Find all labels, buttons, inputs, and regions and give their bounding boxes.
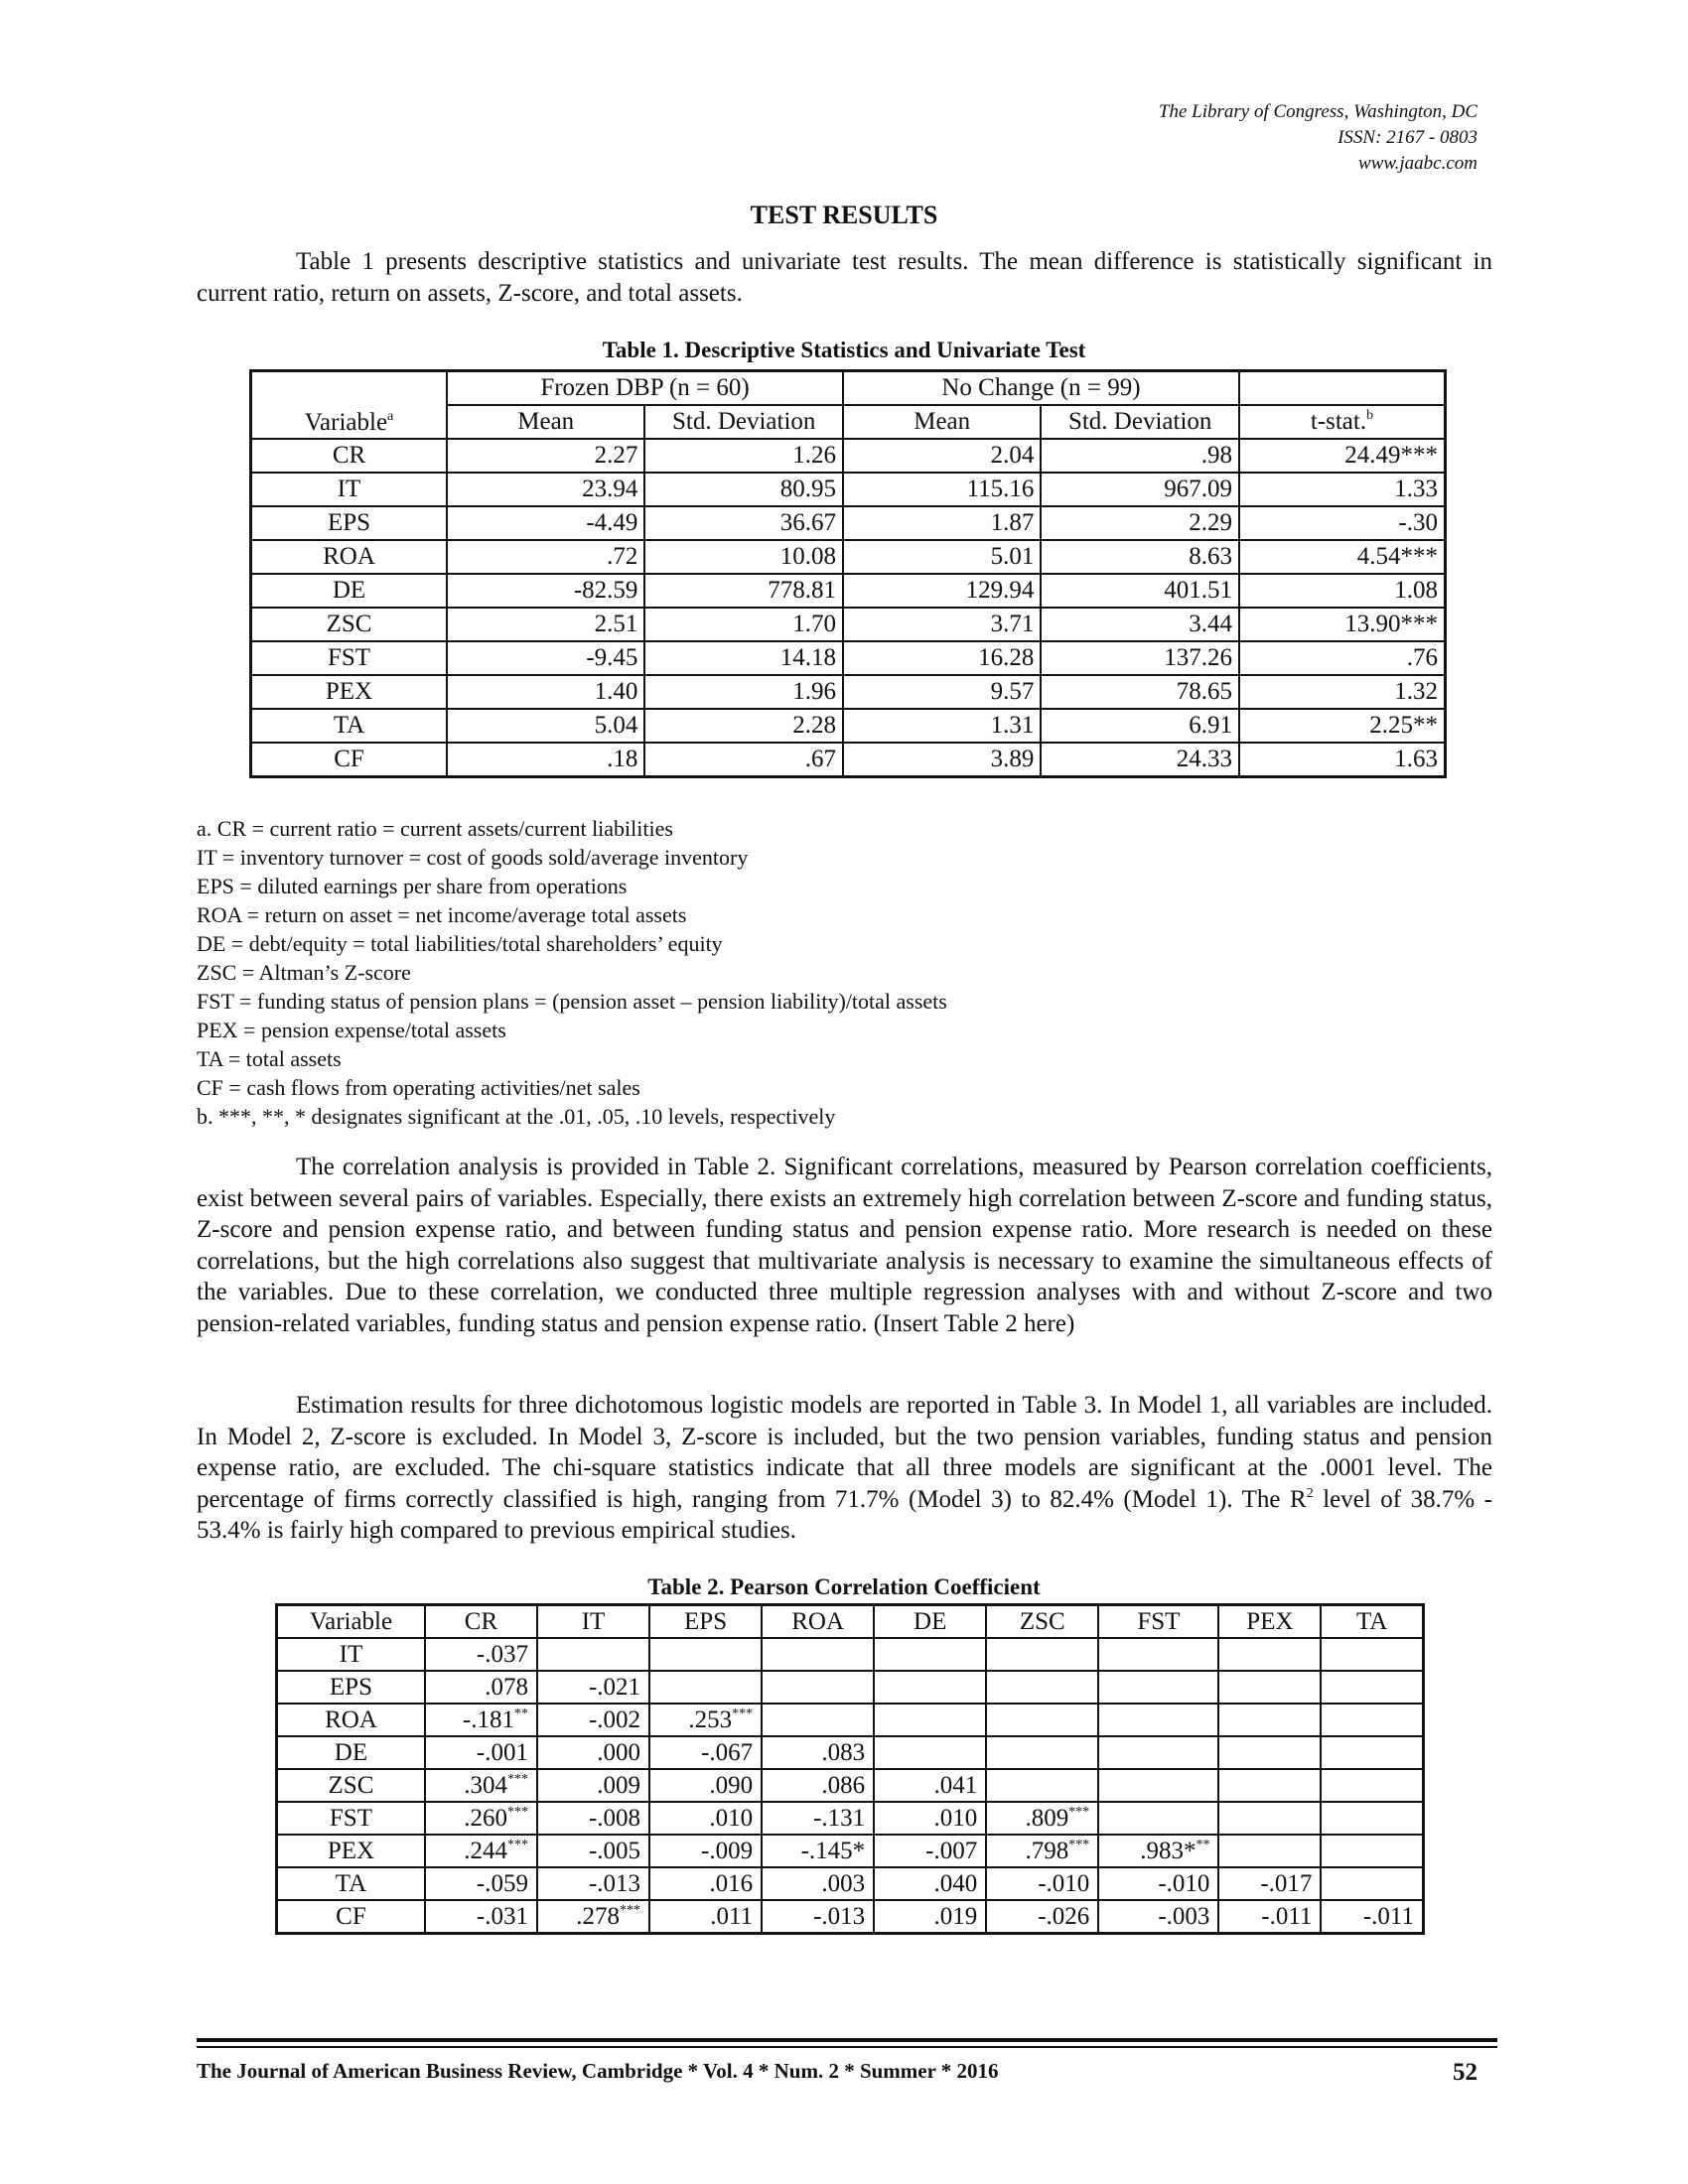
table1-variable-cell: CR: [251, 439, 448, 473]
table2-value-cell: -.001: [425, 1736, 537, 1769]
page-number: 52: [1453, 2059, 1477, 2086]
paragraph-1: Table 1 presents descriptive statistics and univariate test results. The mean difference is statistically significant in current ratio, return on assets, Z-score, and total assets.: [197, 248, 1492, 307]
table1-value-cell: .76: [1239, 641, 1446, 675]
table2-value-cell: -.008: [537, 1802, 649, 1835]
table2-value-cell: .983***: [1098, 1835, 1218, 1867]
table2-header-cell: Variable: [277, 1605, 425, 1639]
table2-row: [277, 1835, 1424, 1867]
table1-variable-cell: TA: [251, 709, 448, 743]
table2-variable-cell: IT: [277, 1638, 425, 1671]
table1-value-cell: 3.71: [843, 608, 1041, 641]
note-line: FST = funding status of pension plans = (pension asset – pension liability)/total assets: [197, 989, 947, 1014]
table2-value-cell: [1321, 1638, 1423, 1671]
table1-value-cell: 10.08: [644, 540, 843, 574]
table2-value-cell: [1218, 1704, 1321, 1736]
table1-row: [251, 743, 1446, 777]
table2-value-cell: -.009: [649, 1835, 762, 1867]
table2-value-cell: [1321, 1802, 1423, 1835]
table1-value-cell: 1.26: [644, 439, 843, 473]
table2-value-cell: [1321, 1671, 1423, 1704]
note-line: ROA = return on asset = net income/average total assets: [197, 902, 687, 927]
table2-value-cell: .244***: [425, 1835, 537, 1867]
table2-variable-cell: PEX: [277, 1835, 425, 1867]
table2-variable-cell: ZSC: [277, 1769, 425, 1802]
table2-row: [277, 1736, 1424, 1769]
header-line-3: www.jaabc.com: [1358, 153, 1477, 174]
table1-row: [251, 540, 1446, 574]
table1-value-cell: 2.25**: [1239, 709, 1446, 743]
footer-rule: [197, 2038, 1497, 2042]
table2-value-cell: .019: [874, 1900, 986, 1934]
footer: [197, 2059, 1477, 2087]
table2-value-cell: -.059: [425, 1867, 537, 1900]
table2-value-cell: -.131: [762, 1802, 874, 1835]
table2-value-cell: .000: [537, 1736, 649, 1769]
table1-row: [251, 675, 1446, 709]
table2-variable-cell: EPS: [277, 1671, 425, 1704]
table1-value-cell: -.30: [1239, 506, 1446, 540]
table2-value-cell: .016: [649, 1867, 762, 1900]
table2-value-cell: -.145*: [762, 1835, 874, 1867]
table1-value-cell: 401.51: [1041, 574, 1239, 608]
note-line: CF = cash flows from operating activities/net sales: [197, 1075, 640, 1100]
table1-row: [251, 439, 1446, 473]
table1-value-cell: 8.63: [1041, 540, 1239, 574]
table1-value-cell: 5.04: [447, 709, 644, 743]
table2-variable-cell: ROA: [277, 1704, 425, 1736]
table1-value-cell: 23.94: [447, 473, 644, 506]
table2: [275, 1603, 1425, 1935]
table2-value-cell: [986, 1671, 1098, 1704]
table1-caption: Table 1. Descriptive Statistics and Univariate Test: [602, 338, 1086, 362]
table1-value-cell: 3.44: [1041, 608, 1239, 641]
table2-value-cell: [762, 1704, 874, 1736]
table2-value-cell: .040: [874, 1867, 986, 1900]
table2-value-cell: [1218, 1638, 1321, 1671]
table2-value-cell: -.017: [1218, 1867, 1321, 1900]
table2-value-cell: .010: [649, 1802, 762, 1835]
table2-value-cell: .260***: [425, 1802, 537, 1835]
table1-value-cell: 9.57: [843, 675, 1041, 709]
table2-value-cell: [649, 1638, 762, 1671]
table1-value-cell: -9.45: [447, 641, 644, 675]
table1-value-cell: 5.01: [843, 540, 1041, 574]
table2-value-cell: .010: [874, 1802, 986, 1835]
table1-row: [251, 574, 1446, 608]
table1-value-cell: -82.59: [447, 574, 644, 608]
section-title: TEST RESULTS: [750, 201, 938, 229]
table2-row: [277, 1900, 1424, 1934]
table1-value-cell: 1.63: [1239, 743, 1446, 777]
table1-value-cell: 13.90***: [1239, 608, 1446, 641]
paragraph-3: Estimation results for three dichotomous logistic models are reported in Table 3. In Model 1, all variables are included. In Model 2, Z-score is excluded. In Model 3, Z-score is included, but the two pension variables, funding status and pension expense ratio, are excluded. The chi-square statistics indicate that all three models are significant at the .0001 level. The percentage of firms correctly classified is high, ranging from 71.7% (Model 3) to 82.4% (Model 1). The $R^2$ level of 38.7% - 53.4% is fairly high compared to previous empirical studies.: [197, 1392, 1493, 1544]
table2-row: [277, 1704, 1424, 1736]
table1-col-sd-1: Std. Deviation: [644, 405, 843, 439]
table1-variable-cell: ZSC: [251, 608, 448, 641]
table2-header-cell: PEX: [1218, 1605, 1321, 1639]
table2-variable-cell: CF: [277, 1900, 425, 1934]
table1-body: [251, 439, 1446, 777]
table1-value-cell: 2.04: [843, 439, 1041, 473]
table1-variable-header: Variable$^a$: [251, 371, 448, 440]
table2-header-cell: EPS: [649, 1605, 762, 1639]
table1-notes: [197, 814, 947, 1131]
table2-value-cell: -.003: [1098, 1900, 1218, 1934]
table1-variable-cell: FST: [251, 641, 448, 675]
note-line: IT = inventory turnover = cost of goods sold/average inventory: [197, 845, 749, 870]
table2-value-cell: [1218, 1835, 1321, 1867]
table2-value-cell: -.181**: [425, 1704, 537, 1736]
table1-variable-cell: PEX: [251, 675, 448, 709]
table2-value-cell: .304***: [425, 1769, 537, 1802]
table1-col-sd-2: Std. Deviation: [1041, 405, 1239, 439]
table2-variable-cell: TA: [277, 1867, 425, 1900]
table2-value-cell: .278***: [537, 1900, 649, 1934]
table2-row: [277, 1638, 1424, 1671]
table2-value-cell: -.010: [1098, 1867, 1218, 1900]
table1-value-cell: .18: [447, 743, 644, 777]
note-line: b. ***, **, * designates significant at the .01, .05, .10 levels, respectively: [197, 1104, 836, 1129]
paragraph-2: The correlation analysis is provided in Table 2. Significant correlations, measured by Pearson correlation coefficients, exist between several pairs of variables. Especially, there exists an extremely high correlation between Z-score and funding status, Z-score and pension expense ratio, and between funding status and pension expense ratio. More research is needed on these correlations, but the high correlations also suggest that multivariate analysis is necessary to examine the simultaneous effects of the variables. Due to these correlation, we conducted three multiple regression analyses with and without Z-score and two pension-related variables, funding status and pension expense ratio. (Insert Table 2 here): [197, 1154, 1492, 1337]
table2-value-cell: .011: [649, 1900, 762, 1934]
table2-value-cell: .041: [874, 1769, 986, 1802]
table1-row: [251, 709, 1446, 743]
table2-value-cell: [874, 1736, 986, 1769]
table2-value-cell: [1218, 1769, 1321, 1802]
table2-value-cell: [1098, 1671, 1218, 1704]
table1-value-cell: 14.18: [644, 641, 843, 675]
footer-rule: [197, 2046, 1497, 2048]
table2-row: [277, 1802, 1424, 1835]
table2-value-cell: [874, 1638, 986, 1671]
table1-group1-header: Frozen DBP (n = 60): [447, 371, 843, 406]
table2-value-cell: -.005: [537, 1835, 649, 1867]
table2-header-cell: DE: [874, 1605, 986, 1639]
table1-value-cell: 115.16: [843, 473, 1041, 506]
table2-value-cell: .798***: [986, 1835, 1098, 1867]
table2-value-cell: -.011: [1218, 1900, 1321, 1934]
note-line: DE = debt/equity = total liabilities/total shareholders’ equity: [197, 931, 723, 956]
table1-row: [251, 473, 1446, 506]
table2-header-cell: ZSC: [986, 1605, 1098, 1639]
note-line: ZSC = Altman’s Z-score: [197, 960, 411, 985]
table2-value-cell: [986, 1704, 1098, 1736]
table2-header-cell: IT: [537, 1605, 649, 1639]
note-line: EPS = diluted earnings per share from operations: [197, 874, 628, 898]
table2-row: [277, 1671, 1424, 1704]
table2-value-cell: [1098, 1802, 1218, 1835]
table2-value-cell: -.002: [537, 1704, 649, 1736]
table2-value-cell: -.011: [1321, 1900, 1423, 1934]
table2-value-cell: .086: [762, 1769, 874, 1802]
table2-value-cell: [1321, 1769, 1423, 1802]
table1-value-cell: 36.67: [644, 506, 843, 540]
table1-row: [251, 506, 1446, 540]
table1-empty-header: [1239, 371, 1446, 406]
footer-journal: The Journal of American Business Review, Cambridge * Vol. 4 * Num. 2 * Summer * 2016: [197, 2059, 999, 2083]
table2-value-cell: -.031: [425, 1900, 537, 1934]
table2-value-cell: .090: [649, 1769, 762, 1802]
table1-variable-cell: DE: [251, 574, 448, 608]
table2-value-cell: -.007: [874, 1835, 986, 1867]
table1-col-mean-1: Mean: [447, 405, 644, 439]
table1-value-cell: 78.65: [1041, 675, 1239, 709]
table2-value-cell: .078: [425, 1671, 537, 1704]
table1-value-cell: -4.49: [447, 506, 644, 540]
table2-value-cell: [986, 1638, 1098, 1671]
table1-value-cell: 16.28: [843, 641, 1041, 675]
table2-value-cell: .083: [762, 1736, 874, 1769]
table1-value-cell: 967.09: [1041, 473, 1239, 506]
table2-value-cell: -.013: [537, 1867, 649, 1900]
table2-value-cell: [537, 1638, 649, 1671]
table2-header-cell: TA: [1321, 1605, 1423, 1639]
table1-variable-cell: CF: [251, 743, 448, 777]
table1-value-cell: 1.31: [843, 709, 1041, 743]
table1-value-cell: 2.28: [644, 709, 843, 743]
table1-value-cell: 1.87: [843, 506, 1041, 540]
table1-value-cell: 778.81: [644, 574, 843, 608]
table2-value-cell: [874, 1671, 986, 1704]
table2-value-cell: [986, 1736, 1098, 1769]
note-line: TA = total assets: [197, 1046, 342, 1071]
table2-value-cell: .253***: [649, 1704, 762, 1736]
table1-value-cell: 24.49***: [1239, 439, 1446, 473]
table2-value-cell: .809***: [986, 1802, 1098, 1835]
table1-variable-cell: IT: [251, 473, 448, 506]
table1-value-cell: 2.51: [447, 608, 644, 641]
table2-value-cell: [1098, 1638, 1218, 1671]
table2-value-cell: -.021: [537, 1671, 649, 1704]
table1-variable-cell: EPS: [251, 506, 448, 540]
table2-header-cell: ROA: [762, 1605, 874, 1639]
table2-value-cell: -.026: [986, 1900, 1098, 1934]
table1-row: [251, 608, 1446, 641]
table1-row: [251, 641, 1446, 675]
table1-value-cell: 129.94: [843, 574, 1041, 608]
table2-row: [277, 1867, 1424, 1900]
table1-value-cell: .98: [1041, 439, 1239, 473]
table2-value-cell: .009: [537, 1769, 649, 1802]
table2-value-cell: [986, 1769, 1098, 1802]
table1-variable-cell: ROA: [251, 540, 448, 574]
table1-group2-header: No Change (n = 99): [843, 371, 1239, 406]
table1-col-tstat: t-stat.$^b$: [1239, 405, 1446, 439]
table2-body: [277, 1638, 1424, 1934]
table2-value-cell: [1218, 1671, 1321, 1704]
table1-value-cell: 137.26: [1041, 641, 1239, 675]
header-line-1: The Library of Congress, Washington, DC: [1158, 101, 1477, 122]
table2-variable-cell: FST: [277, 1802, 425, 1835]
table2-value-cell: -.037: [425, 1638, 537, 1671]
table2-value-cell: [1321, 1736, 1423, 1769]
table1-value-cell: 2.29: [1041, 506, 1239, 540]
table1-value-cell: 4.54***: [1239, 540, 1446, 574]
table2-value-cell: [1098, 1704, 1218, 1736]
table2-value-cell: [649, 1671, 762, 1704]
table1-value-cell: 1.40: [447, 675, 644, 709]
table2-value-cell: [1218, 1736, 1321, 1769]
table2-header-row: [277, 1605, 1424, 1639]
table2-value-cell: [762, 1671, 874, 1704]
table2-value-cell: [1321, 1704, 1423, 1736]
table1: [249, 369, 1447, 778]
table1-value-cell: 1.08: [1239, 574, 1446, 608]
table2-value-cell: .003: [762, 1867, 874, 1900]
table2-value-cell: [874, 1704, 986, 1736]
table1-value-cell: .67: [644, 743, 843, 777]
table2-header-cell: FST: [1098, 1605, 1218, 1639]
table1-col-mean-2: Mean: [843, 405, 1041, 439]
table2-value-cell: -.013: [762, 1900, 874, 1934]
table2-variable-cell: DE: [277, 1736, 425, 1769]
table1-value-cell: 1.32: [1239, 675, 1446, 709]
table1-value-cell: 1.96: [644, 675, 843, 709]
table2-value-cell: [1218, 1802, 1321, 1835]
table2-value-cell: [1098, 1769, 1218, 1802]
table2-value-cell: [762, 1638, 874, 1671]
table1-value-cell: 1.70: [644, 608, 843, 641]
table2-value-cell: -.067: [649, 1736, 762, 1769]
table1-value-cell: 2.27: [447, 439, 644, 473]
table1-value-cell: 80.95: [644, 473, 843, 506]
table2-value-cell: [1098, 1736, 1218, 1769]
table1-value-cell: 24.33: [1041, 743, 1239, 777]
running-header: [1159, 99, 1477, 177]
table1-value-cell: 1.33: [1239, 473, 1446, 506]
table2-value-cell: [1321, 1835, 1423, 1867]
table1-value-cell: 6.91: [1041, 709, 1239, 743]
table2-value-cell: -.010: [986, 1867, 1098, 1900]
table1-value-cell: .72: [447, 540, 644, 574]
table2-header-cell: CR: [425, 1605, 537, 1639]
note-line: a. CR = current ratio = current assets/current liabilities: [197, 816, 673, 841]
table1-value-cell: 3.89: [843, 743, 1041, 777]
header-line-2: ISSN: 2167 - 0803: [1337, 127, 1477, 148]
table2-caption: Table 2. Pearson Correlation Coefficient: [647, 1574, 1041, 1599]
note-line: PEX = pension expense/total assets: [197, 1018, 506, 1042]
table2-value-cell: [1321, 1867, 1423, 1900]
table2-row: [277, 1769, 1424, 1802]
